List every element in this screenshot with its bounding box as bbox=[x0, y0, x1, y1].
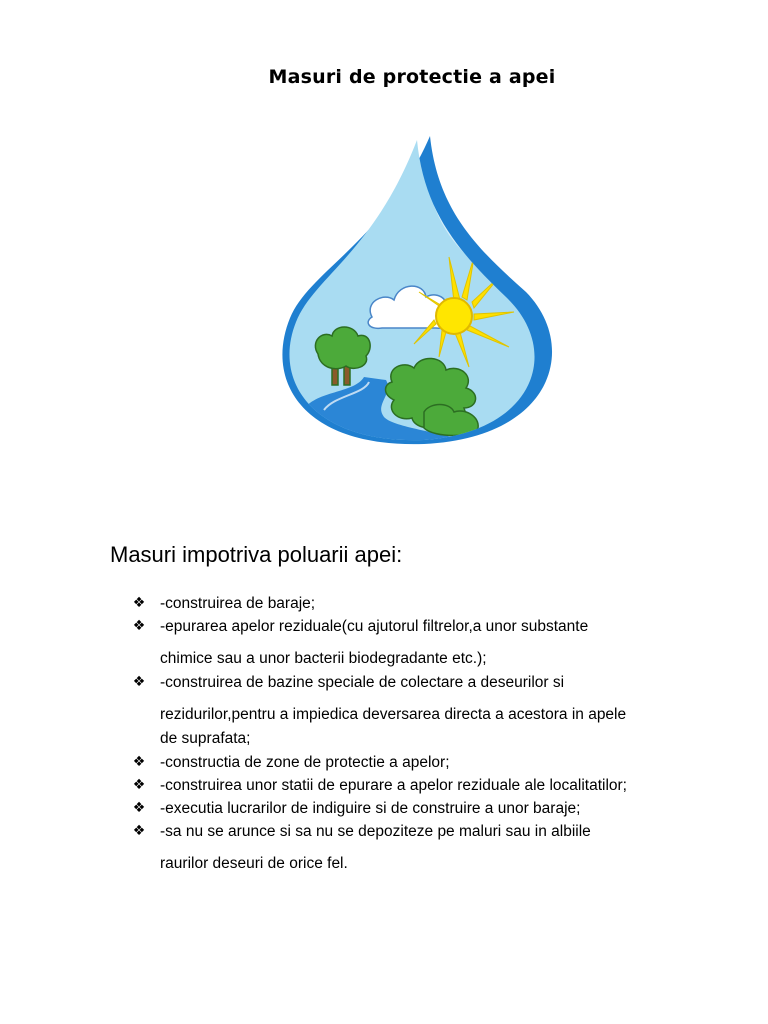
list-item: ❖ -executia lucrarilor de indiguire si de construire a unor baraje; bbox=[130, 797, 730, 820]
section-heading: Masuri impotriva poluarii apei: bbox=[110, 542, 403, 567]
list-item: ❖ -constructia de zone de protectie a apelor; bbox=[130, 751, 730, 774]
water-drop-illustration bbox=[274, 132, 554, 452]
measures-list bbox=[130, 592, 730, 876]
page-title: Masuri de protectie a apei bbox=[268, 66, 556, 88]
list-item: ❖ -construirea de baraje; bbox=[130, 592, 730, 615]
diamond-bullet-icon: ❖ bbox=[132, 595, 146, 611]
diamond-bullet-icon: ❖ bbox=[132, 800, 146, 816]
diamond-bullet-icon: ❖ bbox=[132, 618, 146, 634]
list-item: ❖ -epurarea apelor reziduale(cu ajutorul filtrelor,a unor substante chimice sau a unor bacterii biodegradante etc.); bbox=[130, 615, 730, 670]
list-item: ❖ -construirea unor statii de epurare a apelor reziduale ale localitatilor; bbox=[130, 774, 730, 797]
list-item: ❖ -sa nu se arunce si sa nu se depoziteze pe maluri sau in albiile raurilor deseuri de orice fel. bbox=[130, 820, 730, 875]
diamond-bullet-icon: ❖ bbox=[132, 823, 146, 839]
list-item: ❖ -construirea de bazine speciale de colectare a deseurilor si rezidurilor,pentru a impiedica deversarea directa a acestora in apele de suprafata; bbox=[130, 671, 730, 750]
diamond-bullet-icon: ❖ bbox=[132, 674, 146, 690]
diamond-bullet-icon: ❖ bbox=[132, 777, 146, 793]
diamond-bullet-icon: ❖ bbox=[132, 754, 146, 770]
